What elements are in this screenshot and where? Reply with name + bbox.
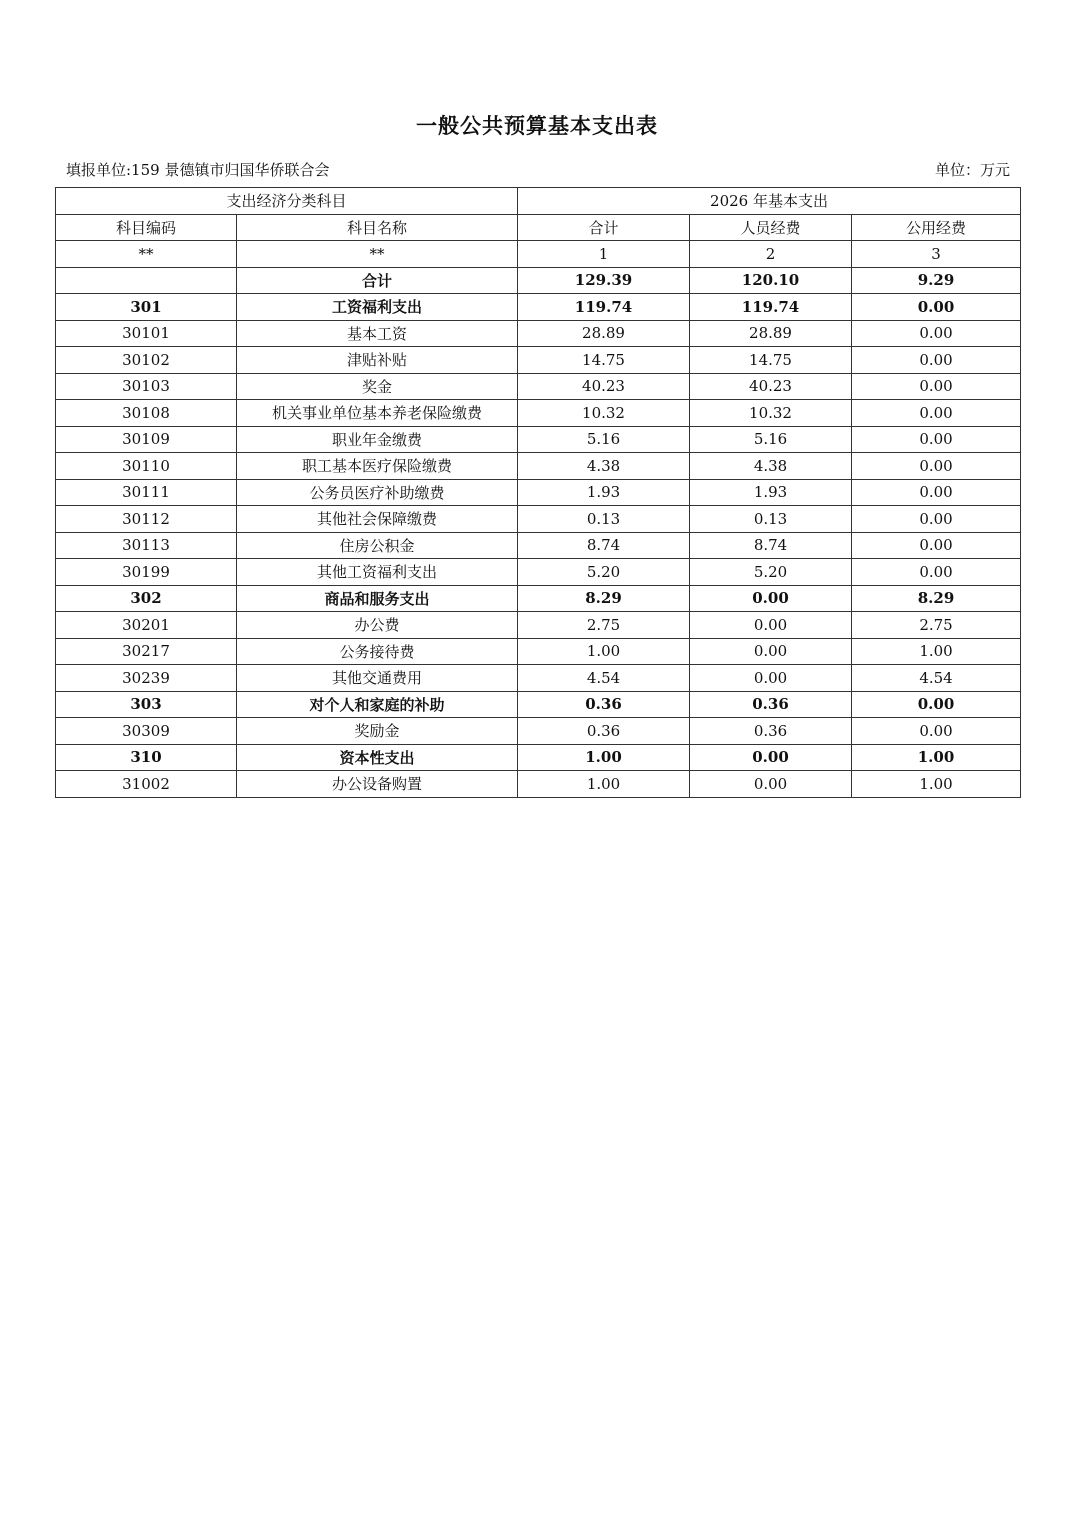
cell-public: 0.00 — [852, 373, 1021, 400]
cell-total: 5.16 — [518, 426, 690, 453]
cell-personnel: 0.36 — [690, 691, 852, 718]
cell-public: 0.00 — [852, 426, 1021, 453]
cell-public: 0.00 — [852, 718, 1021, 745]
table-row — [56, 718, 1021, 745]
cell-name: 办公费 — [237, 612, 518, 639]
header-personnel: 人员经费 — [690, 214, 852, 241]
cell-code: 30102 — [56, 347, 237, 374]
amount-unit: 单位：万元 — [934, 161, 1010, 179]
cell-code: 31002 — [56, 771, 237, 798]
cell-total: 10.32 — [518, 400, 690, 427]
cell-total: 28.89 — [518, 320, 690, 347]
table-row — [56, 479, 1021, 506]
table-row — [56, 532, 1021, 559]
cell-personnel: 0.00 — [690, 744, 852, 771]
cell-name: 机关事业单位基本养老保险缴费 — [237, 400, 518, 427]
cell-name: 资本性支出 — [237, 744, 518, 771]
cell-code: 30101 — [56, 320, 237, 347]
cell-public: 0.00 — [852, 691, 1021, 718]
cell-public: 0.00 — [852, 532, 1021, 559]
cell-public: 2.75 — [852, 612, 1021, 639]
cell-total: 0.36 — [518, 718, 690, 745]
cell-total: 0.13 — [518, 506, 690, 533]
cell-name: 公务接待费 — [237, 638, 518, 665]
cell-personnel: 5.20 — [690, 559, 852, 586]
cell-code: 30217 — [56, 638, 237, 665]
cell-total: 5.20 — [518, 559, 690, 586]
cell-personnel: 120.10 — [690, 267, 852, 294]
cell-public: 9.29 — [852, 267, 1021, 294]
cell-public: 0.00 — [852, 347, 1021, 374]
table-row — [56, 267, 1021, 294]
cell-name: 奖励金 — [237, 718, 518, 745]
cell-public: 1.00 — [852, 744, 1021, 771]
cell-personnel: 10.32 — [690, 400, 852, 427]
table-row — [56, 559, 1021, 586]
cell-name: 其他交通费用 — [237, 665, 518, 692]
table-row — [56, 320, 1021, 347]
cell-personnel: 0.00 — [690, 585, 852, 612]
cell-code: 303 — [56, 691, 237, 718]
cell-total: 1.00 — [518, 744, 690, 771]
cell-personnel: 0.00 — [690, 612, 852, 639]
page-title: 一般公共预算基本支出表 — [416, 113, 658, 138]
table-row — [56, 771, 1021, 798]
cell-code: 30111 — [56, 479, 237, 506]
table-row — [56, 506, 1021, 533]
cell-personnel: 14.75 — [690, 347, 852, 374]
cell-name: 基本工资 — [237, 320, 518, 347]
cell-code: 30112 — [56, 506, 237, 533]
cell-total: 2.75 — [518, 612, 690, 639]
cell-total: 40.23 — [518, 373, 690, 400]
cell-public: 1.00 — [852, 771, 1021, 798]
cell-name: 公务员医疗补助缴费 — [237, 479, 518, 506]
cell-name: 津贴补贴 — [237, 347, 518, 374]
cell-personnel: 8.74 — [690, 532, 852, 559]
cell-name: 商品和服务支出 — [237, 585, 518, 612]
table-row — [56, 453, 1021, 480]
cell-personnel: 5.16 — [690, 426, 852, 453]
cell-public: 1.00 — [852, 638, 1021, 665]
cell-code: 310 — [56, 744, 237, 771]
cell-total: 1.00 — [518, 771, 690, 798]
cell-personnel: 4.38 — [690, 453, 852, 480]
cell-name: 对个人和家庭的补助 — [237, 691, 518, 718]
cell-name: 合计 — [237, 267, 518, 294]
header-name: 科目名称 — [237, 214, 518, 241]
cell-total: 1.00 — [518, 638, 690, 665]
table-row — [56, 665, 1021, 692]
cell-public: 0.00 — [852, 294, 1021, 321]
cell-total: 119.74 — [518, 294, 690, 321]
cell-public: 0.00 — [852, 400, 1021, 427]
cell-code: 302 — [56, 585, 237, 612]
cell-code: 30201 — [56, 612, 237, 639]
cell-code: 30108 — [56, 400, 237, 427]
cell-name: 住房公积金 — [237, 532, 518, 559]
expenditure-table — [55, 187, 1021, 798]
cell-total: 1.93 — [518, 479, 690, 506]
table-row — [56, 612, 1021, 639]
cell-total: 4.54 — [518, 665, 690, 692]
table-row — [56, 744, 1021, 771]
cell-name: 职工基本医疗保险缴费 — [237, 453, 518, 480]
cell-code: 30109 — [56, 426, 237, 453]
index-total: 1 — [518, 241, 690, 268]
cell-public: 0.00 — [852, 479, 1021, 506]
table-row — [56, 294, 1021, 321]
cell-personnel: 28.89 — [690, 320, 852, 347]
cell-code — [56, 267, 237, 294]
table-row — [56, 373, 1021, 400]
header-public: 公用经费 — [852, 214, 1021, 241]
cell-name: 其他社会保障缴费 — [237, 506, 518, 533]
cell-personnel: 0.00 — [690, 771, 852, 798]
cell-total: 0.36 — [518, 691, 690, 718]
cell-total: 14.75 — [518, 347, 690, 374]
cell-code: 30113 — [56, 532, 237, 559]
table-row — [56, 691, 1021, 718]
cell-code: 30103 — [56, 373, 237, 400]
cell-public: 0.00 — [852, 559, 1021, 586]
cell-name: 奖金 — [237, 373, 518, 400]
cell-total: 129.39 — [518, 267, 690, 294]
cell-name: 其他工资福利支出 — [237, 559, 518, 586]
index-name: ** — [237, 241, 518, 268]
index-personnel: 2 — [690, 241, 852, 268]
cell-public: 4.54 — [852, 665, 1021, 692]
header-group-basic-expenditure: 2026 年基本支出 — [518, 188, 1021, 215]
header-column-row — [56, 214, 1021, 241]
header-group-row — [56, 188, 1021, 215]
header-total: 合计 — [518, 214, 690, 241]
cell-public: 8.29 — [852, 585, 1021, 612]
header-index-row — [56, 241, 1021, 268]
header-group-classification: 支出经济分类科目 — [56, 188, 518, 215]
table-row — [56, 426, 1021, 453]
cell-code: 30309 — [56, 718, 237, 745]
index-code: ** — [56, 241, 237, 268]
cell-code: 30199 — [56, 559, 237, 586]
cell-total: 8.74 — [518, 532, 690, 559]
cell-total: 8.29 — [518, 585, 690, 612]
cell-personnel: 119.74 — [690, 294, 852, 321]
table-row — [56, 347, 1021, 374]
cell-public: 0.00 — [852, 453, 1021, 480]
cell-personnel: 40.23 — [690, 373, 852, 400]
cell-code: 301 — [56, 294, 237, 321]
table-row — [56, 400, 1021, 427]
cell-name: 职业年金缴费 — [237, 426, 518, 453]
cell-personnel: 0.13 — [690, 506, 852, 533]
cell-total: 4.38 — [518, 453, 690, 480]
table-row — [56, 585, 1021, 612]
cell-name: 工资福利支出 — [237, 294, 518, 321]
cell-name: 办公设备购置 — [237, 771, 518, 798]
table-row — [56, 638, 1021, 665]
table-body — [56, 188, 1021, 798]
cell-public: 0.00 — [852, 506, 1021, 533]
cell-personnel: 1.93 — [690, 479, 852, 506]
cell-personnel: 0.00 — [690, 665, 852, 692]
index-public: 3 — [852, 241, 1021, 268]
cell-code: 30239 — [56, 665, 237, 692]
header-code: 科目编码 — [56, 214, 237, 241]
cell-public: 0.00 — [852, 320, 1021, 347]
reporting-unit: 填报单位:159 景德镇市归国华侨联合会 — [66, 161, 330, 179]
cell-personnel: 0.00 — [690, 638, 852, 665]
cell-personnel: 0.36 — [690, 718, 852, 745]
cell-code: 30110 — [56, 453, 237, 480]
